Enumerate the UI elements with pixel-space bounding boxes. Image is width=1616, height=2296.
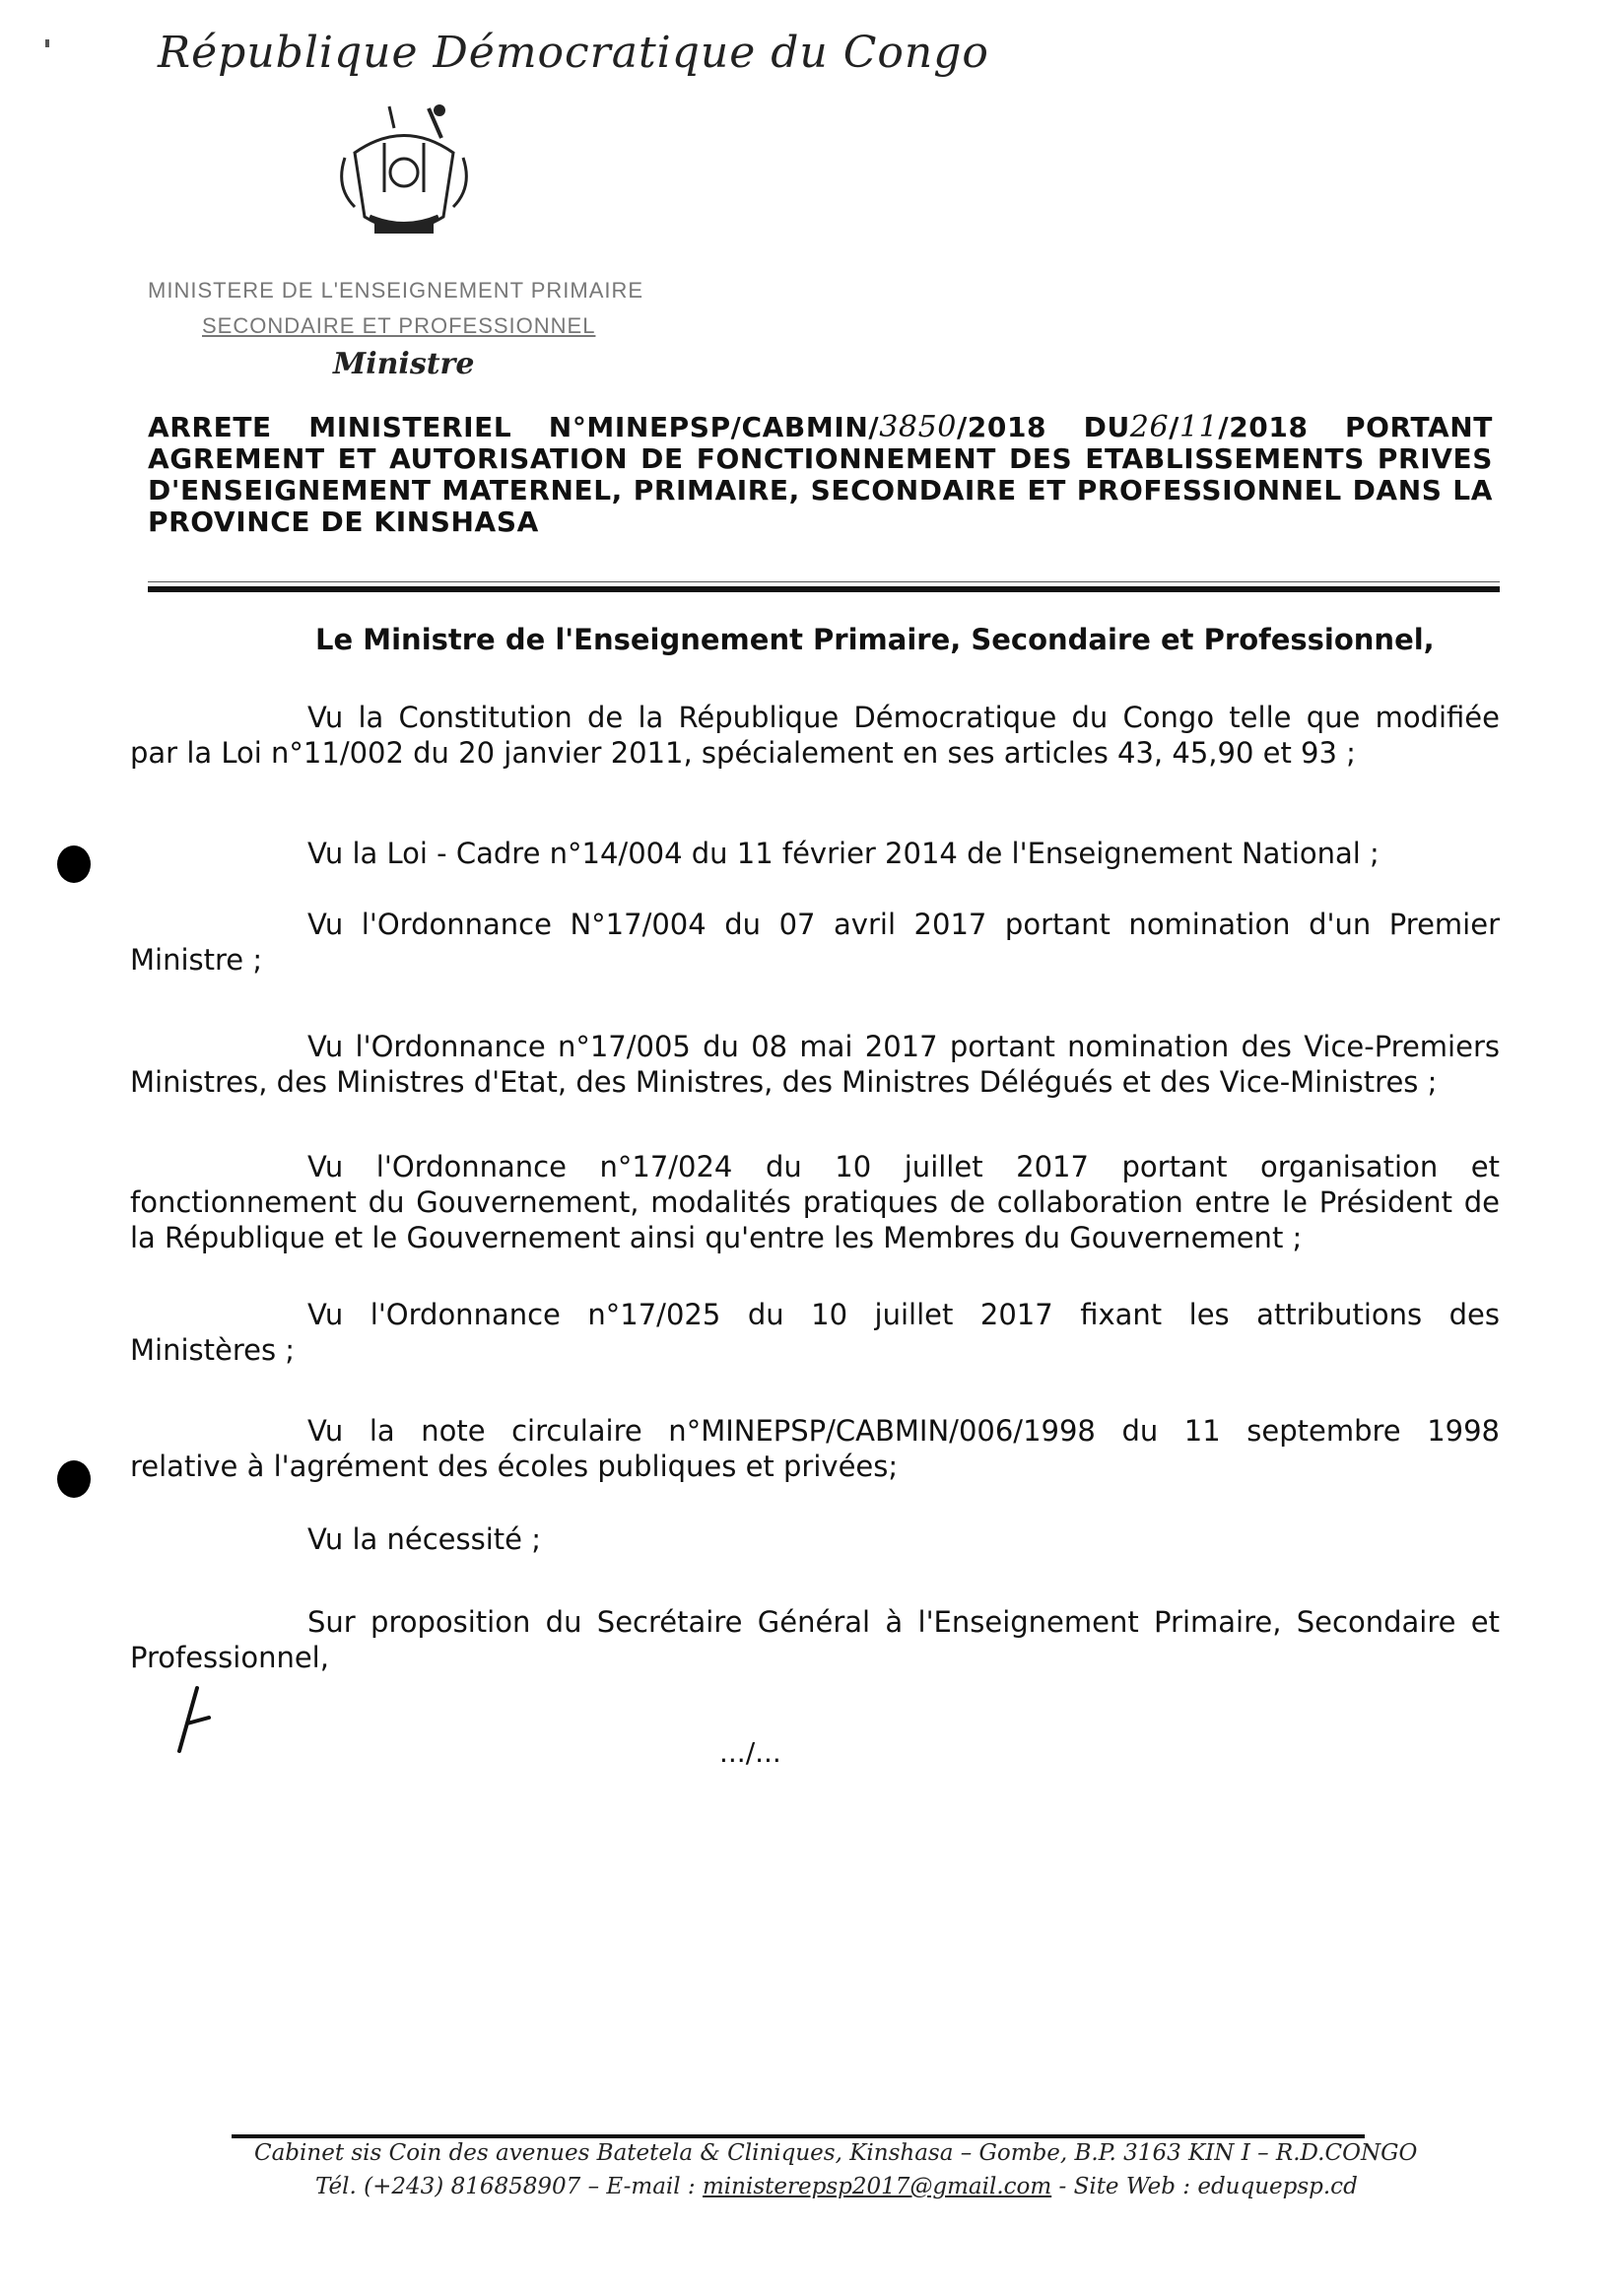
preamble-paragraph: Sur proposition du Secrétaire Général à l'Enseignement Primaire, Secondaire et Professionnel,: [130, 1605, 1500, 1674]
ministry-name-line-1: MINISTERE DE L'ENSEIGNEMENT PRIMAIRE: [148, 278, 644, 303]
preamble-paragraph: Vu l'Ordonnance N°17/004 du 07 avril 2017 portant nomination d'un Premier Ministre ;: [130, 908, 1500, 977]
preamble-heading: Le Ministre de l'Enseignement Primaire, Secondaire et Professionnel,: [315, 623, 1435, 656]
decree-title-line-1: ARRETE MINISTERIEL N°MINEPSP/CABMIN/3850/2018 DU26/11/2018 PORTANT: [148, 410, 1493, 444]
preamble-paragraph: Vu la Loi - Cadre n°14/004 du 11 février 2014 de l'Enseignement National ;: [307, 837, 1380, 870]
decree-title-line-4: PROVINCE DE KINSHASA: [148, 506, 539, 538]
pagination-continuation: .../...: [719, 1736, 781, 1769]
decree-title-line-2: AGREMENT ET AUTORISATION DE FONCTIONNEMENT DES ETABLISSEMENTS PRIVES: [148, 442, 1493, 475]
country-header: République Démocratique du Congo: [158, 28, 989, 78]
preamble-paragraph: Vu l'Ordonnance n°17/005 du 08 mai 2017 portant nomination des Vice-Premiers Ministres, des Ministres d'Etat, des Ministres, des Ministres Délégués et des Vice-Ministres ;: [130, 1030, 1500, 1099]
preamble-paragraph: Vu la note circulaire n°MINEPSP/CABMIN/006/1998 du 11 septembre 1998 relative à l'agrément des écoles publiques et privées;: [130, 1414, 1500, 1483]
coat-of-arms-icon: [325, 99, 483, 246]
scan-corner-mark: [45, 39, 49, 47]
handwritten-decree-number: 3850: [879, 410, 957, 444]
handwritten-day: 26: [1129, 410, 1170, 444]
decree-title: [148, 412, 1493, 538]
handwritten-month: 11: [1179, 410, 1219, 444]
handwritten-check-mark-icon: [168, 1680, 227, 1759]
footer-address: Cabinet sis Coin des avenues Batetela & Cliniques, Kinshasa – Gombe, B.P. 3163 KIN I – R.D.CONGO: [254, 2140, 1418, 2166]
footer-divider: [232, 2134, 1365, 2138]
footer-contact: Tél. (+243) 816858907 – E-mail : ministerepsp2017@gmail.com - Site Web : eduquepsp.cd: [315, 2174, 1358, 2199]
punch-hole-bullet: [57, 845, 91, 883]
title-divider-thin: [148, 581, 1500, 582]
preamble-paragraph: Vu l'Ordonnance n°17/025 du 10 juillet 2017 fixant les attributions des Ministères ;: [130, 1298, 1500, 1367]
preamble-paragraph: Vu la nécessité ;: [307, 1522, 541, 1556]
ministry-name-line-2: SECONDAIRE ET PROFESSIONNEL: [202, 313, 596, 338]
title-divider: [148, 586, 1500, 592]
decree-title-line-3: D'ENSEIGNEMENT MATERNEL, PRIMAIRE, SECONDAIRE ET PROFESSIONNEL DANS LA: [148, 474, 1493, 506]
preamble-paragraph: Vu l'Ordonnance n°17/024 du 10 juillet 2017 portant organisation et fonctionnement du Gouvernement, modalités pratiques de collaboration entre le Président de la République et le Gouvernement ainsi qu'entre les Membres du Gouvernement ;: [130, 1150, 1500, 1254]
minister-signature: Ministre: [333, 347, 475, 381]
punch-hole-bullet: [57, 1460, 91, 1498]
preamble-paragraph: Vu la Constitution de la République Démocratique du Congo telle que modifiée par la Loi n°11/002 du 20 janvier 2011, spécialement en ses articles 43, 45,90 et 93 ;: [130, 701, 1500, 770]
footer-email-link[interactable]: ministerepsp2017@gmail.com: [703, 2174, 1052, 2199]
